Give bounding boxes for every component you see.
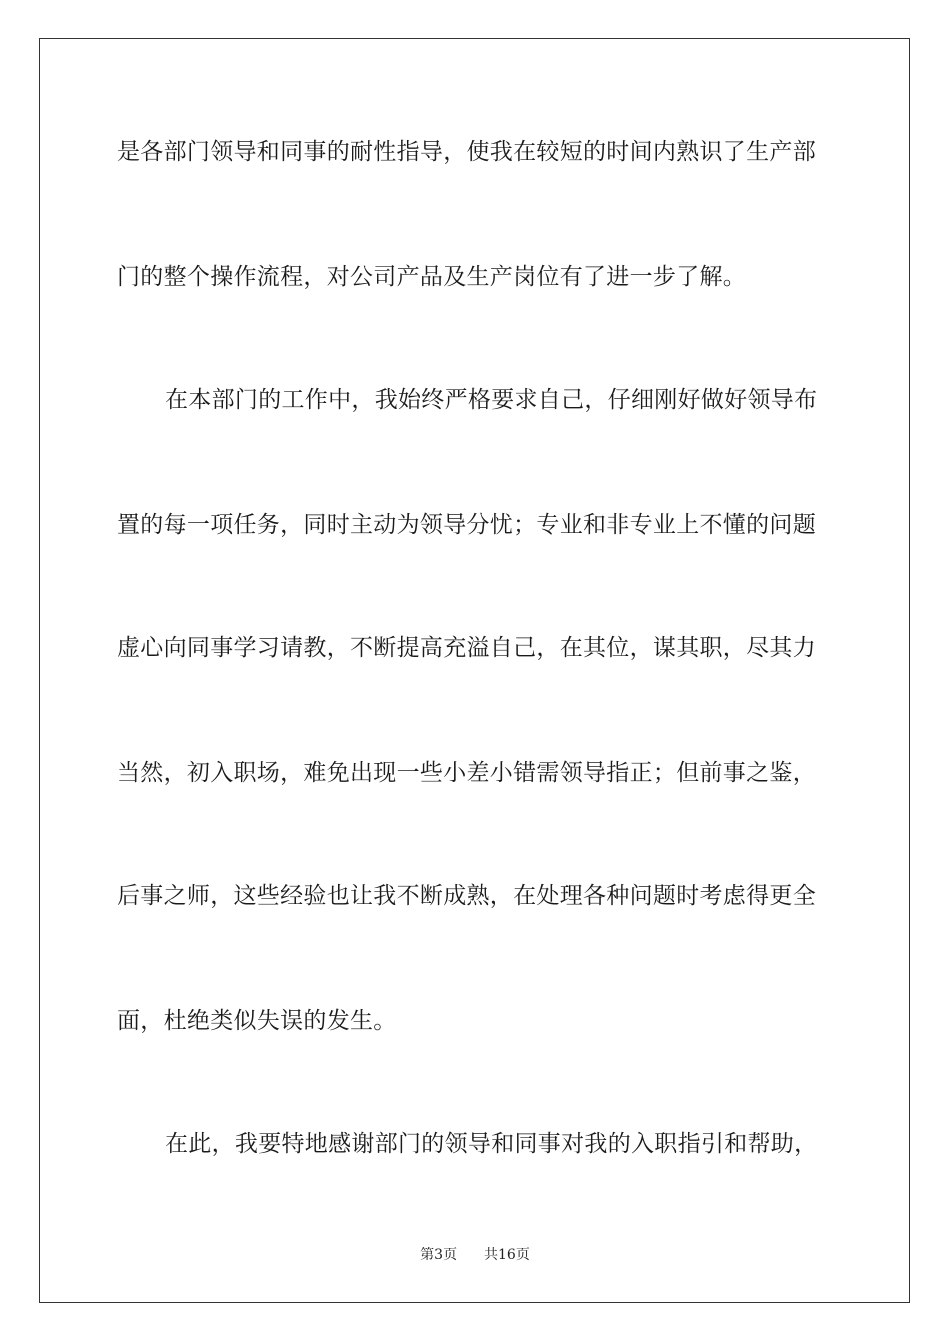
paragraph-line-9: 在此，我要特地感谢部门的领导和同事对我的入职指引和帮助， (165, 1131, 818, 1157)
paragraph-line-5: 虚心向同事学习请教，不断提高充溢自己，在其位，谋其职，尽其力 (117, 635, 816, 661)
paragraph-line-4: 置的每一项任务，同时主动为领导分忧；专业和非专业上不懂的问题 (117, 512, 816, 538)
page-total: 共16页 (484, 1247, 530, 1263)
paragraph-line-7: 后事之师，这些经验也让我不断成熟，在处理各种问题时考虑得更全 (117, 883, 816, 909)
paragraph-line-1: 是各部门领导和同事的耐性指导，使我在较短的时间内熟识了生产部 (117, 139, 816, 165)
page-border (39, 38, 910, 1303)
paragraph-line-8: 面，杜绝类似失误的发生。 (117, 1008, 397, 1034)
paragraph-line-2: 门的整个操作流程，对公司产品及生产岗位有了进一步了解。 (117, 264, 747, 290)
page-number: 第3页 (420, 1247, 458, 1263)
paragraph-line-3: 在本部门的工作中，我始终严格要求自己，仔细刚好做好领导布 (165, 387, 818, 413)
paragraph-line-6: 当然，初入职场，难免出现一些小差小错需领导指正；但前事之鉴， (117, 760, 816, 786)
page-footer (0, 1246, 950, 1264)
